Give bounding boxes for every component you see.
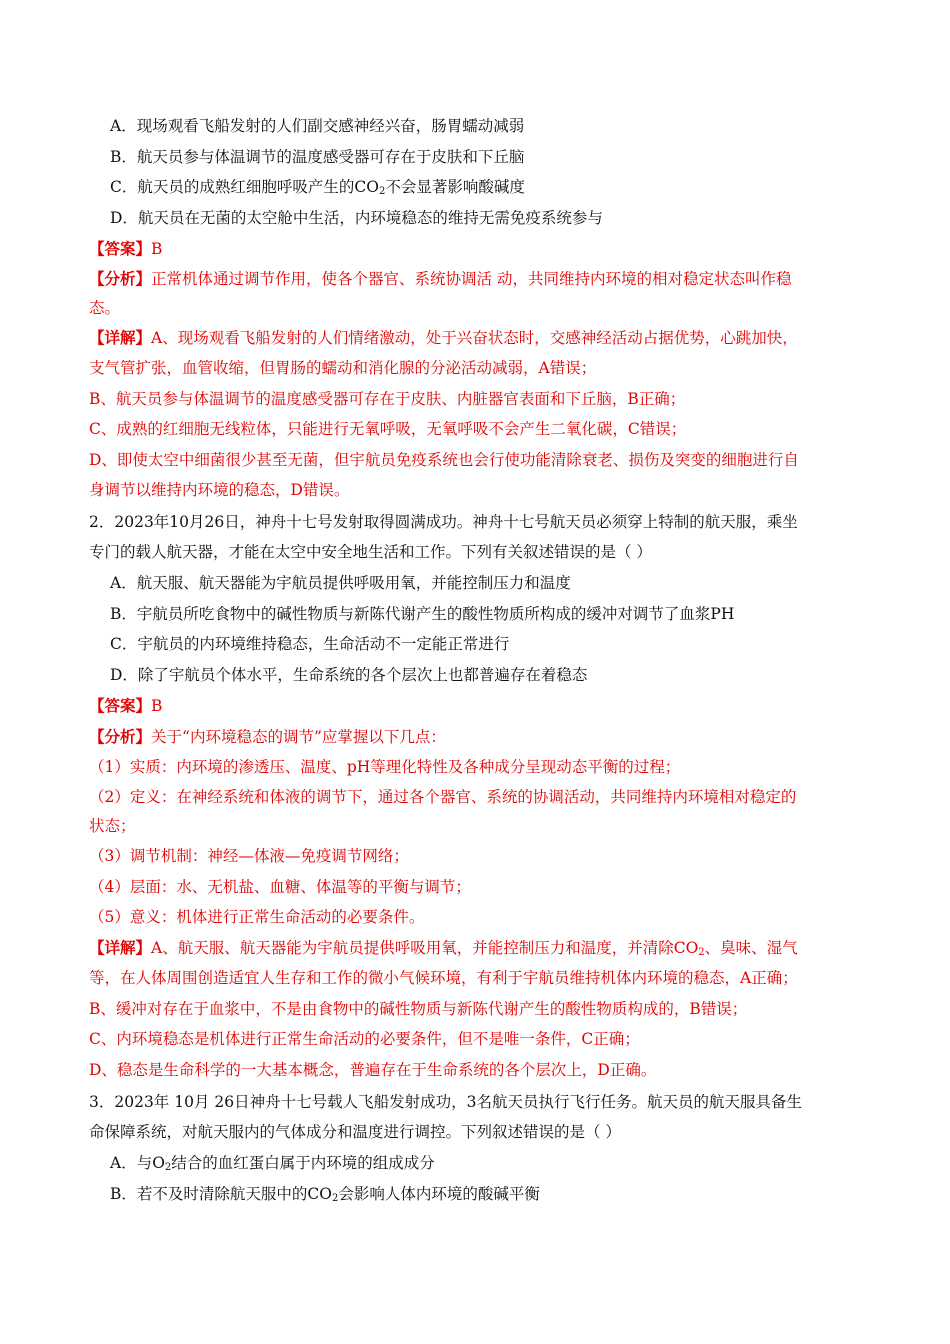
q2-detail-line-2: 等，在人体周围创造适宜人生存和工作的微小气候环境，有利于宇航员维持机体内环境的稳态，A正确；: [89, 969, 798, 987]
q2-detail-line-5: D、稳态是生命科学的一大基本概念，普遍存在于生命系统的各个层次上，D正确。: [89, 1061, 657, 1079]
q3-stem-line-2: 命保障系统，对航天服内的气体成分和温度进行调控。下列叙述错误的是（ ）: [89, 1123, 621, 1141]
q2-stem-line-1: 2．2023年10月26日，神舟十七号发射取得圆满成功。神舟十七号航天员必须穿上特制的航天服，乘坐: [89, 513, 798, 531]
q2-point-5: （5）意义：机体进行正常生命活动的必要条件。: [89, 908, 425, 926]
q1-option-a: A．现场观看飞船发射的人们副交感神经兴奋，肠胃蠕动减弱: [110, 117, 525, 135]
q1-detail-line-3: B、航天员参与体温调节的温度感受器可存在于皮肤、内脏器官表面和下丘脑，B正确；: [89, 390, 686, 408]
q3-stem-line-1: 3．2023年 10月 26日神舟十七号载人飞船发射成功，3名航天员执行飞行任务。航天员的航天服具备生: [89, 1093, 802, 1111]
q2-stem-line-2: 专门的载人航天器，才能在太空中安全地生活和工作。下列有关叙述错误的是（ ）: [89, 543, 652, 561]
q2-option-c: C．宇航员的内环境维持稳态，生命活动不一定能正常进行: [110, 635, 510, 653]
q1-option-c: C．航天员的成熟红细胞呼吸产生的$CO_2$不会显著影响酸碱度: [110, 178, 525, 197]
q1-detail-line-4: C、成熟的红细胞无线粒体，只能进行无氧呼吸，无氧呼吸不会产生二氧化碳，C错误；: [89, 420, 687, 438]
q2-detail-line-4: C、内环境稳态是机体进行正常生命活动的必要条件，但不是唯一条件，C正确；: [89, 1030, 640, 1048]
q1-analysis-line-1: 【分析】正常机体通过调节作用，使各个器官、系统协调活 动，共同维持内环境的相对稳定状态叫作稳: [89, 269, 792, 288]
q3-option-b: B．若不及时清除航天服中的$CO_2$会影响人体内环境的酸碱平衡: [110, 1185, 540, 1204]
q1-detail-line-2: 支气管扩张，血管收缩，但胃肠的蠕动和消化腺的分泌活动减弱，A错误；: [89, 359, 597, 377]
q2-answer: 【答案】B: [89, 696, 163, 715]
q2-option-b: B．宇航员所吃食物中的碱性物质与新陈代谢产生的酸性物质所构成的缓冲对调节了血浆PH: [110, 605, 735, 623]
q2-point-2: （2）定义：在神经系统和体液的调节下，通过各个器官、系统的协调活动，共同维持内环境相对稳定的: [89, 788, 797, 806]
q2-detail-line-1: 【详解】A、航天服、航天器能为宇航员提供呼吸用氧，并能控制压力和温度，并清除$CO_2$、臭味、湿气: [89, 938, 798, 958]
q1-detail-line-6: 身调节以维持内环境的稳态，D错误。: [89, 481, 350, 499]
q2-analysis-line-1: 【分析】关于“内环境稳态的调节”应掌握以下几点：: [89, 727, 446, 746]
q2-option-a: A．航天服、航天器能为宇航员提供呼吸用氧，并能控制压力和温度: [110, 574, 571, 592]
q1-analysis-line-2: 态。: [89, 299, 121, 317]
q1-option-d: D．航天员在无菌的太空舱中生活，内环境稳态的维持无需免疫系统参与: [110, 209, 603, 227]
q2-point-1: （1）实质：内环境的渗透压、温度、pH等理化特性及各种成分呈现动态平衡的过程；: [89, 758, 681, 776]
q2-point-3: （3）调节机制：神经—体液—免疫调节网络；: [89, 847, 409, 865]
q1-detail-line-5: D、即使太空中细菌很少甚至无菌，但宇航员免疫系统也会行使功能清除衰老、损伤及突变的细胞进行自: [89, 451, 799, 469]
q1-option-b: B．航天员参与体温调节的温度感受器可存在于皮肤和下丘脑: [110, 148, 525, 166]
q1-answer: 【答案】B: [89, 239, 163, 258]
q2-point-4: （4）层面：水、无机盐、血糖、体温等的平衡与调节；: [89, 878, 471, 896]
q2-detail-line-3: B、缓冲对存在于血浆中，不是由食物中的碱性物质与新陈代谢产生的酸性物质构成的，B错误；: [89, 1000, 748, 1018]
q2-option-d: D．除了宇航员个体水平，生命系统的各个层次上也都普遍存在着稳态: [110, 666, 588, 684]
q1-detail-line-1: 【详解】A、现场观看飞船发射的人们情绪激动，处于兴奋状态时，交感神经活动占据优势，心跳加快，: [89, 328, 798, 347]
q2-point-2-cont: 状态；: [89, 817, 136, 835]
q3-option-a: A．与$O_2$结合的血红蛋白属于内环境的组成成分: [110, 1154, 435, 1173]
